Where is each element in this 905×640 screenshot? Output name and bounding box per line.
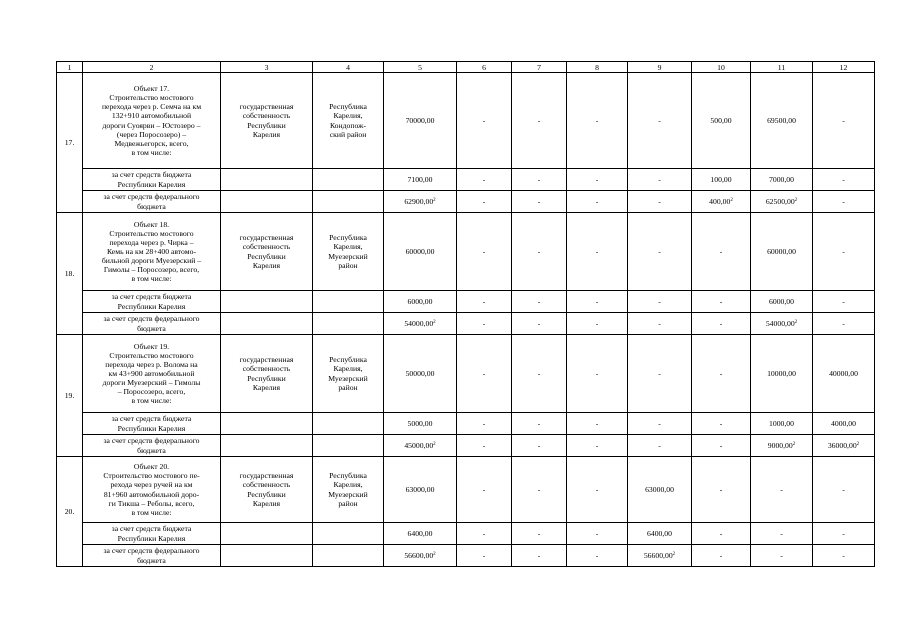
amount-cell: [813, 313, 875, 335]
amount-cell: -: [628, 291, 692, 313]
amount-cell: -: [512, 73, 567, 169]
empty-cell: [221, 413, 313, 435]
amount-cell: [751, 545, 813, 567]
footnote-mark: 2: [794, 197, 798, 203]
amount-cell: -: [813, 169, 875, 191]
amount-cell: 6000,00: [384, 291, 457, 313]
object-region: [313, 213, 384, 291]
empty-cell: [313, 291, 384, 313]
amount-cell: -: [751, 457, 813, 523]
amount-value: -: [482, 196, 486, 206]
funding-row-federal: [57, 545, 875, 567]
object-owner: [221, 335, 313, 413]
amount-cell: [567, 313, 628, 335]
object-region: [313, 457, 384, 523]
funding-row-regional: [57, 169, 875, 191]
object-row: [57, 457, 875, 523]
amount-cell: [628, 313, 692, 335]
amount-cell: 63000,00: [384, 457, 457, 523]
amount-value: 54000,00: [404, 318, 434, 328]
amount-cell: 50000,00: [384, 335, 457, 413]
empty-cell: [313, 435, 384, 457]
amount-value: 62900,00: [404, 196, 434, 206]
empty-cell: [313, 313, 384, 335]
amount-value: -: [842, 196, 845, 206]
amount-cell: [384, 435, 457, 457]
amount-cell: [813, 435, 875, 457]
object-owner-text: государственная собственность Республики Карелия: [239, 102, 294, 139]
funding-label: [83, 435, 221, 457]
funding-label-text: за счет средств федерального бюджета: [103, 314, 200, 333]
column-header: 3: [221, 62, 313, 73]
funding-row-federal: [57, 435, 875, 457]
funding-row-federal: [57, 191, 875, 213]
amount-value: -: [719, 440, 723, 450]
amount-cell: [457, 545, 512, 567]
amount-cell: -: [512, 523, 567, 545]
amount-cell: [567, 191, 628, 213]
amount-value: -: [537, 318, 541, 328]
amount-cell: -: [692, 413, 751, 435]
amount-cell: -: [457, 335, 512, 413]
amount-cell: -: [512, 213, 567, 291]
amount-value: -: [658, 196, 661, 206]
amount-cell: [813, 191, 875, 213]
amount-cell: [813, 545, 875, 567]
column-header: 7: [512, 62, 567, 73]
amount-cell: [567, 435, 628, 457]
empty-cell: [221, 313, 313, 335]
amount-value: -: [595, 550, 599, 560]
object-number: 20.: [57, 457, 83, 567]
amount-cell: 69500,00: [751, 73, 813, 169]
footnote-mark: 2: [433, 319, 436, 325]
object-row: [57, 73, 875, 169]
amount-cell: 6400,00: [384, 523, 457, 545]
amount-cell: [692, 191, 751, 213]
footnote-mark: 2: [792, 441, 796, 447]
amount-cell: [384, 191, 457, 213]
funding-row-regional: [57, 291, 875, 313]
funding-label-text: за счет средств федерального бюджета: [103, 436, 200, 455]
column-header: 1: [57, 62, 83, 73]
empty-cell: [221, 291, 313, 313]
amount-value: -: [719, 318, 723, 328]
footnote-mark: 2: [672, 551, 676, 557]
object-region-text: Республика Карелия, Муезерский район: [328, 355, 368, 392]
object-description-text: Объект 18. Строительство мостового перехода через р. Чирка – Кемь на км 28+400 автомо- бильной дороги Муезерский – Гимолы – Поросозеро, всего, в том числе:: [101, 219, 202, 284]
object-owner-text: государственная собственность Республики Карелия: [239, 233, 294, 270]
column-header: 8: [567, 62, 628, 73]
object-region-text: Республика Карелия, Муезерский район: [328, 233, 368, 270]
amount-cell: [567, 545, 628, 567]
amount-cell: -: [813, 457, 875, 523]
column-header: 2: [83, 62, 221, 73]
amount-cell: -: [628, 335, 692, 413]
amount-cell: -: [567, 457, 628, 523]
amount-value: -: [482, 550, 486, 560]
amount-cell: -: [457, 169, 512, 191]
funding-label: [83, 545, 221, 567]
object-table: [56, 61, 875, 567]
object-description: [83, 213, 221, 291]
amount-cell: -: [567, 291, 628, 313]
empty-cell: [313, 413, 384, 435]
amount-cell: [751, 313, 813, 335]
amount-cell: 1000,00: [751, 413, 813, 435]
amount-value: -: [537, 550, 541, 560]
empty-cell: [313, 523, 384, 545]
funding-label: [83, 169, 221, 191]
object-owner: [221, 213, 313, 291]
amount-cell: [457, 435, 512, 457]
amount-cell: -: [457, 213, 512, 291]
amount-value: -: [658, 318, 661, 328]
empty-cell: [313, 545, 384, 567]
amount-cell: -: [457, 523, 512, 545]
empty-cell: [221, 191, 313, 213]
object-owner-text: государственная собственность Республики Карелия: [239, 355, 294, 392]
object-description-text: Объект 17. Строительство мостового перехода через р. Семча на км 132+910 автомобильной дороги Суоярви – Юстозеро – (через Поросозеро) – Медвежьегорск, всего, в том числе:: [101, 84, 202, 157]
amount-value: 400,00: [709, 196, 731, 206]
amount-cell: 70000,00: [384, 73, 457, 169]
amount-cell: [692, 435, 751, 457]
amount-cell: -: [567, 335, 628, 413]
amount-cell: [384, 545, 457, 567]
amount-cell: -: [813, 73, 875, 169]
footnote-mark: 2: [730, 197, 733, 203]
object-region: [313, 73, 384, 169]
funding-label-text: за счет средств федерального бюджета: [103, 546, 200, 565]
object-description: [83, 335, 221, 413]
amount-cell: [512, 313, 567, 335]
empty-cell: [221, 435, 313, 457]
amount-cell: 6000,00: [751, 291, 813, 313]
amount-cell: 60000,00: [384, 213, 457, 291]
amount-cell: -: [512, 457, 567, 523]
amount-cell: 4000,00: [813, 413, 875, 435]
amount-cell: -: [813, 523, 875, 545]
amount-cell: -: [813, 213, 875, 291]
funding-row-regional: [57, 523, 875, 545]
amount-cell: -: [628, 169, 692, 191]
object-number: 18.: [57, 213, 83, 335]
footnote-mark: 2: [856, 441, 860, 447]
column-header: 12: [813, 62, 875, 73]
object-number: 17.: [57, 73, 83, 213]
object-region-text: Республика Карелия, Муезерский район: [328, 471, 368, 508]
funding-row-regional: [57, 413, 875, 435]
amount-cell: -: [457, 291, 512, 313]
amount-value: -: [537, 196, 541, 206]
empty-cell: [221, 523, 313, 545]
amount-value: -: [595, 318, 599, 328]
object-region: [313, 335, 384, 413]
amount-cell: -: [692, 291, 751, 313]
amount-cell: -: [751, 523, 813, 545]
amount-cell: -: [512, 169, 567, 191]
amount-value: -: [537, 440, 541, 450]
amount-cell: 5000,00: [384, 413, 457, 435]
object-owner: [221, 457, 313, 523]
amount-cell: -: [512, 291, 567, 313]
amount-cell: -: [567, 213, 628, 291]
column-header: 11: [751, 62, 813, 73]
amount-cell: -: [567, 523, 628, 545]
footnote-mark: 2: [433, 441, 436, 447]
funding-label: [83, 523, 221, 545]
amount-value: -: [482, 440, 486, 450]
amount-cell: -: [457, 73, 512, 169]
funding-label-text: за счет средств бюджета Республики Карелия: [111, 292, 192, 311]
amount-cell: 63000,00: [628, 457, 692, 523]
amount-cell: -: [567, 169, 628, 191]
amount-cell: [628, 191, 692, 213]
amount-cell: 6400,00: [628, 523, 692, 545]
amount-cell: -: [692, 213, 751, 291]
footnote-mark: 2: [433, 551, 436, 557]
amount-cell: 60000,00: [751, 213, 813, 291]
amount-cell: -: [512, 335, 567, 413]
object-description: [83, 457, 221, 523]
amount-cell: 40000,00: [813, 335, 875, 413]
amount-cell: [751, 435, 813, 457]
column-header: 5: [384, 62, 457, 73]
amount-cell: [751, 191, 813, 213]
column-header: 10: [692, 62, 751, 73]
funding-label-text: за счет средств бюджета Республики Карелия: [111, 170, 192, 189]
amount-value: 54000,00: [765, 318, 795, 328]
empty-cell: [313, 169, 384, 191]
amount-cell: -: [628, 73, 692, 169]
amount-value: 56600,00: [404, 550, 434, 560]
amount-value: 36000,00: [827, 440, 857, 450]
amount-cell: -: [692, 457, 751, 523]
funding-label-text: за счет средств федерального бюджета: [103, 192, 200, 211]
amount-cell: -: [512, 413, 567, 435]
amount-value: 9000,00: [767, 440, 793, 450]
amount-cell: -: [457, 413, 512, 435]
object-row: [57, 213, 875, 291]
amount-cell: [384, 313, 457, 335]
funding-label: [83, 191, 221, 213]
empty-cell: [313, 191, 384, 213]
amount-value: 62500,00: [765, 196, 795, 206]
amount-cell: [512, 545, 567, 567]
amount-cell: 7000,00: [751, 169, 813, 191]
amount-cell: [512, 435, 567, 457]
amount-cell: [692, 313, 751, 335]
funding-label: [83, 291, 221, 313]
empty-cell: [221, 545, 313, 567]
table-body: [57, 62, 875, 567]
amount-cell: -: [457, 457, 512, 523]
funding-label: [83, 413, 221, 435]
amount-cell: [457, 313, 512, 335]
amount-cell: -: [813, 291, 875, 313]
amount-value: -: [842, 318, 845, 328]
footnote-mark: 2: [794, 319, 798, 325]
object-row: [57, 335, 875, 413]
object-owner-text: государственная собственность Республики Карелия: [239, 471, 294, 508]
amount-value: -: [595, 196, 599, 206]
amount-value: -: [658, 440, 661, 450]
amount-value: -: [719, 550, 723, 560]
object-number: 19.: [57, 335, 83, 457]
amount-cell: 500,00: [692, 73, 751, 169]
amount-cell: [692, 545, 751, 567]
funding-label-text: за счет средств бюджета Республики Карелия: [111, 524, 192, 543]
column-header: 4: [313, 62, 384, 73]
amount-cell: 100,00: [692, 169, 751, 191]
column-header: 6: [457, 62, 512, 73]
amount-value: 56600,00: [643, 550, 673, 560]
object-region-text: Республика Карелия, Кондопож- ский район: [329, 102, 367, 139]
funding-label: [83, 313, 221, 335]
amount-value: -: [595, 440, 599, 450]
object-description-text: Объект 19. Строительство мостового перехода через р. Волома на км 43+900 автомобильной дороги Муезерский – Гимолы – Поросозеро, всего, в том числе:: [102, 341, 201, 406]
amount-cell: -: [628, 413, 692, 435]
amount-cell: [512, 191, 567, 213]
amount-cell: 10000,00: [751, 335, 813, 413]
object-description-text: Объект 20. Строительство мостового пе- рехода через ручей на км 81+960 автомобильной доро- ги Тикша – Реболы, всего, в том числе:: [103, 462, 200, 517]
header-row: [57, 62, 875, 73]
amount-cell: [457, 191, 512, 213]
amount-cell: [628, 435, 692, 457]
column-header: 9: [628, 62, 692, 73]
funding-row-federal: [57, 313, 875, 335]
amount-value: -: [780, 550, 783, 560]
amount-value: -: [482, 318, 486, 328]
amount-value: 45000,00: [404, 440, 434, 450]
object-owner: [221, 73, 313, 169]
amount-cell: [628, 545, 692, 567]
amount-cell: -: [692, 335, 751, 413]
object-description: [83, 73, 221, 169]
amount-cell: 7100,00: [384, 169, 457, 191]
amount-cell: -: [692, 523, 751, 545]
amount-value: -: [842, 550, 845, 560]
amount-cell: -: [567, 413, 628, 435]
empty-cell: [221, 169, 313, 191]
funding-label-text: за счет средств бюджета Республики Карелия: [111, 414, 192, 433]
amount-cell: -: [628, 213, 692, 291]
footnote-mark: 2: [433, 197, 436, 203]
amount-cell: -: [567, 73, 628, 169]
